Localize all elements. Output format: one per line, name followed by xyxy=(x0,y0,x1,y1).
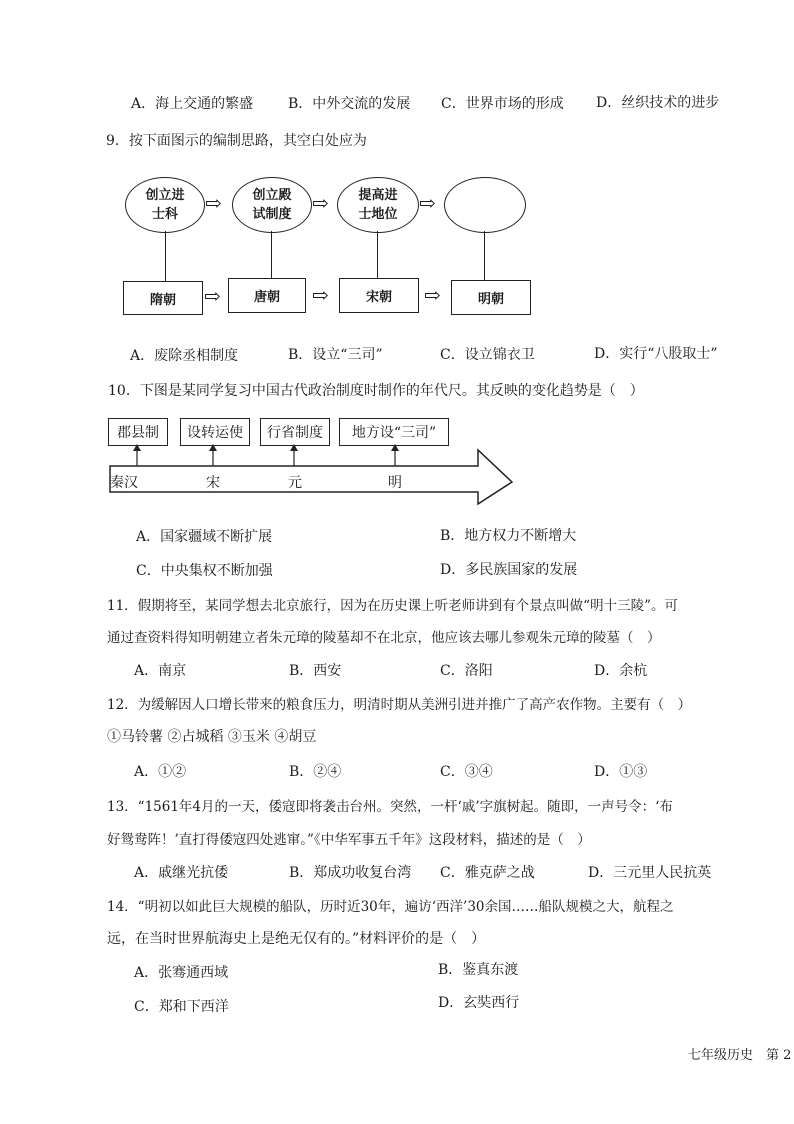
q10-pointer-3-head xyxy=(290,444,298,451)
q9-rect-sui-label: 隋朝 xyxy=(149,292,176,308)
q8-option-d: D．丝织技术的进步 xyxy=(596,95,720,111)
q11-option-c: C．洛阳 xyxy=(440,663,493,679)
q12-option-d: D．①③ xyxy=(594,764,648,780)
q10-timeline-arrow xyxy=(110,450,512,504)
q9-rect-sui xyxy=(123,281,203,315)
q10-box-4-label: 地方设“三司” xyxy=(351,425,437,441)
q10-pointer-1-head xyxy=(133,444,141,451)
q10-box-3-label: 行省制度 xyxy=(267,425,323,441)
q9-stem: 9．按下面图示的编制思路，其空白处应为 xyxy=(106,133,367,149)
q9-arrow-bottom-1: ⇨ xyxy=(204,284,221,308)
q9-connector-4 xyxy=(484,231,485,280)
q10-era-2: 宋 xyxy=(206,475,220,491)
q12-option-a: A．①② xyxy=(134,764,187,780)
q10-box-1-label: 郡县制 xyxy=(117,425,159,441)
q10-option-c: C．中央集权不断加强 xyxy=(136,563,273,579)
q12-stem-line-2: ①马铃薯 ②占城稻 ③玉米 ④胡豆 xyxy=(107,729,317,745)
page-footer: 七年级历史 第 2 xyxy=(688,1048,792,1063)
q12-option-b: B．②④ xyxy=(289,764,342,780)
q11-stem-line-2: 通过查资料得知明朝建立者朱元璋的陵墓却不在北京，他应该去哪儿参观朱元璋的陵墓（ ） xyxy=(107,630,661,646)
q8-option-b: B．中外交流的发展 xyxy=(288,96,411,112)
q13-option-d: D．三元里人民抗英 xyxy=(588,865,712,881)
q12-stem-line-1: 12．为缓解因人口增长带来的粮食压力，明清时期从美洲引进并推广了高产农作物。主要有（ ） xyxy=(107,697,692,713)
q13-option-a: A．戚继光抗倭 xyxy=(134,865,229,881)
q10-option-a: A．国家疆域不断扩展 xyxy=(136,529,273,545)
q11-option-d: D．余杭 xyxy=(594,663,648,679)
q13-stem-line-1: 13．“1561年4月的一天，倭寇即将袭击台州。突然，一杆‘戚’字旗树起。随即，一声号令：‘布 xyxy=(107,799,673,815)
q13-option-c: C．雅克萨之战 xyxy=(440,865,535,881)
q9-oval-3-label: 提高进士地位 xyxy=(358,188,398,222)
q9-oval-1-label: 创立进士科 xyxy=(145,188,185,222)
q9-arrow-top-1: ⇨ xyxy=(205,191,222,215)
q10-option-b: B．地方权力不断增大 xyxy=(440,528,577,544)
q11-option-a: A．南京 xyxy=(134,663,187,679)
q10-timeline-graphic xyxy=(100,440,520,510)
q9-arrow-top-3: ⇨ xyxy=(419,191,436,215)
q9-oval-2-label: 创立殿试制度 xyxy=(252,188,292,222)
q10-stem: 10．下图是某同学复习中国古代政治制度时制作的年代尺。其反映的变化趋势是（ ） xyxy=(108,383,644,399)
q9-connector-2 xyxy=(271,231,272,278)
q11-option-b: B．西安 xyxy=(289,663,342,679)
q14-option-d: D．玄奘西行 xyxy=(438,995,520,1011)
q9-arrow-top-2: ⇨ xyxy=(312,191,329,215)
q10-pointer-2-head xyxy=(209,444,217,451)
q9-oval-3 xyxy=(337,177,419,233)
q14-stem-line-2: 远，在当时世界航海史上是绝无仅有的。”材料评价的是（ ） xyxy=(107,931,486,947)
q10-box-2-label: 设转运使 xyxy=(187,425,243,441)
q8-option-c: C．世界市场的形成 xyxy=(441,96,564,112)
q9-connector-3 xyxy=(377,231,378,278)
q9-oval-blank xyxy=(444,177,526,233)
q14-option-a: A．张骞通西域 xyxy=(134,965,229,981)
q14-option-b: B．鉴真东渡 xyxy=(438,962,519,978)
q9-rect-ming xyxy=(451,280,531,315)
q9-option-a: A．废除丞相制度 xyxy=(130,348,239,364)
q13-stem-line-2: 好鸳鸯阵！’直打得倭寇四处逃窜。”《中华军事五千年》这段材料，描述的是（ ） xyxy=(107,832,591,848)
q10-era-3: 元 xyxy=(288,475,302,491)
q9-connector-1 xyxy=(165,231,166,281)
q9-rect-tang xyxy=(228,278,306,313)
q8-option-a: A．海上交通的繁盛 xyxy=(131,96,254,112)
q9-rect-tang-label: 唐朝 xyxy=(253,290,280,305)
q9-option-d: D．实行“八股取士” xyxy=(594,346,718,362)
q12-option-c: C．③④ xyxy=(440,764,493,780)
q10-option-d: D．多民族国家的发展 xyxy=(440,562,578,578)
q14-option-c: C．郑和下西洋 xyxy=(134,999,229,1015)
q9-arrow-bottom-2: ⇨ xyxy=(312,283,329,307)
q9-rect-song-label: 宋朝 xyxy=(365,290,392,305)
q9-oval-1 xyxy=(125,177,205,233)
q14-stem-line-1: 14．“明初以如此巨大规模的船队，历时近30年，遍访‘西洋’30余国……船队规模之大，航程之 xyxy=(107,899,674,915)
q13-option-b: B．郑成功收复台湾 xyxy=(289,865,412,881)
q9-option-b: B．设立“三司” xyxy=(288,347,383,363)
q10-pointer-4-head xyxy=(391,444,399,451)
q10-era-4: 明 xyxy=(388,475,402,491)
q10-era-1: 秦汉 xyxy=(110,475,138,491)
q9-arrow-bottom-3: ⇨ xyxy=(424,283,441,307)
q9-option-c: C．设立锦衣卫 xyxy=(440,347,535,363)
q9-rect-ming-label: 明朝 xyxy=(477,292,504,307)
q9-oval-2 xyxy=(232,177,312,233)
q9-rect-song xyxy=(339,278,419,313)
q11-stem-line-1: 11．假期将至，某同学想去北京旅行，因为在历史课上听老师讲到有个景点叫做“明十三陵”。可 xyxy=(107,598,678,614)
